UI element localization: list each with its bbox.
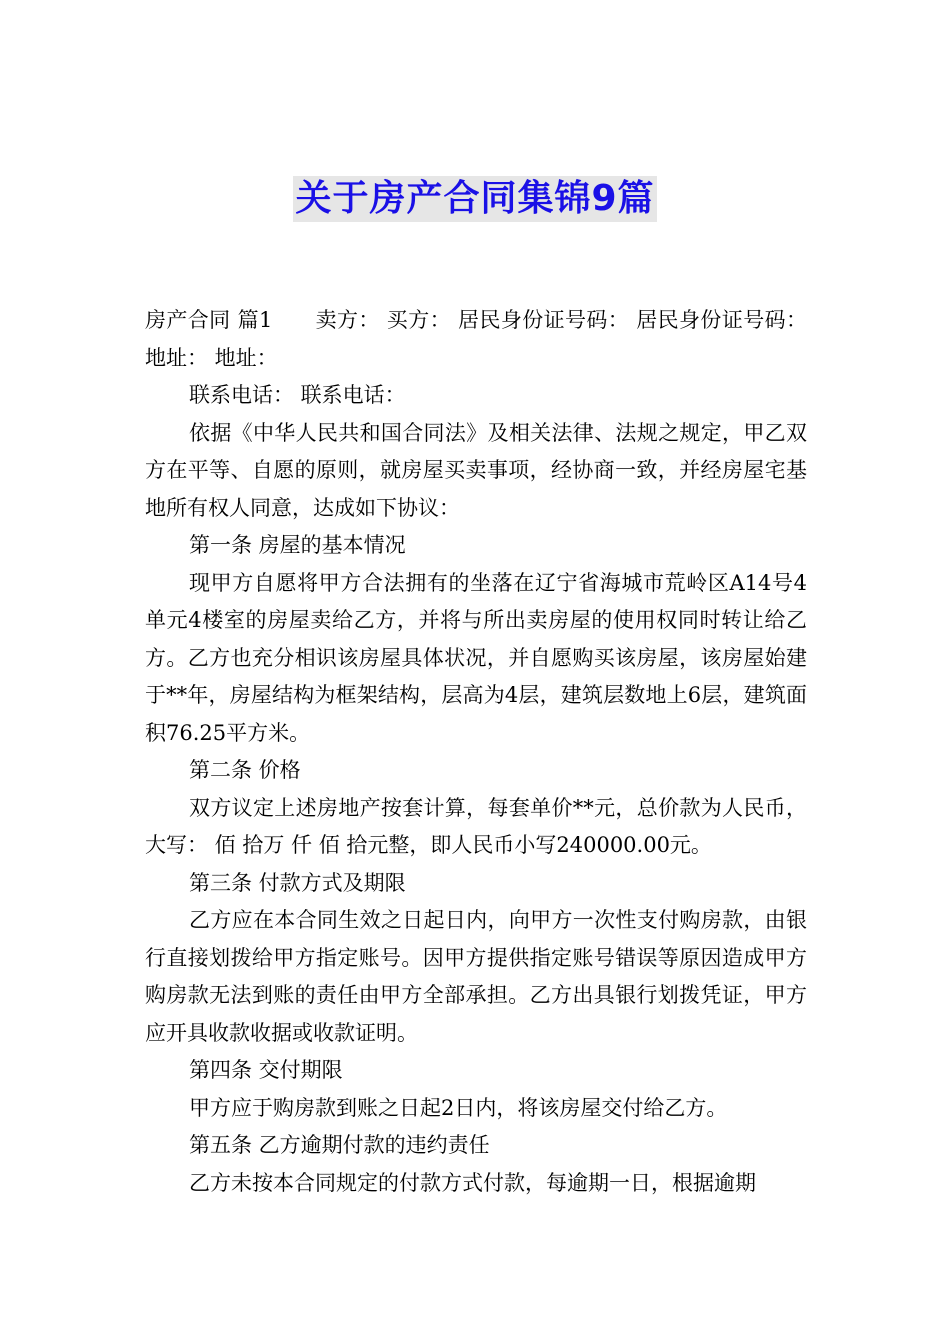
document-body — [145, 302, 807, 1202]
paragraph-parties: 房产合同 篇1 卖方： 买方： 居民身份证号码： 居民身份证号码： 地址： 地址： — [145, 308, 807, 370]
paragraph-article-1: 现甲方自愿将甲方合法拥有的坐落在辽宁省海城市荒岭区A14号4单元4楼室的房屋卖给乙方，并将与所出卖房屋的使用权同时转让给乙方。乙方也充分相识该房屋具体状况，并自愿购买该房屋，该房屋始建于**年，房屋结构为框架结构，层高为4层，建筑层数地上6层，建筑面积76.25平方米。 — [145, 570, 807, 745]
paragraph-article-2: 双方议定上述房地产按套计算，每套单价**元，总价款为人民币，大写： 佰 拾万 仟 佰 拾元整，即人民币小写240000.00元。 — [145, 795, 807, 857]
title-container — [0, 176, 950, 222]
paragraph-article-3: 乙方应在本合同生效之日起日内，向甲方一次性支付购房款，由银行直接划拨给甲方指定账号。因甲方提供指定账号错误等原因造成甲方购房款无法到账的责任由甲方全部承担。乙方出具银行划拨凭证，甲方应开具收款收据或收款证明。 — [145, 908, 807, 1045]
paragraph-article-5: 乙方未按本合同规定的付款方式付款，每逾期一日，根据逾期 — [189, 1170, 756, 1195]
heading-article-5: 第五条 乙方逾期付款的违约责任 — [189, 1133, 490, 1157]
heading-article-3: 第三条 付款方式及期限 — [189, 870, 406, 895]
heading-article-4: 第四条 交付期限 — [189, 1058, 343, 1082]
paragraph-basis: 依据《中华人民共和国合同法》及相关法律、法规之规定，甲乙双方在平等、自愿的原则，就房屋买卖事项，经协商一致，并经房屋宅基地所有权人同意，达成如下协议： — [145, 420, 807, 520]
heading-article-1: 第一条 房屋的基本情况 — [189, 533, 406, 557]
heading-article-2: 第二条 价格 — [189, 758, 301, 782]
paragraph-contact: 联系电话： 联系电话： — [189, 383, 406, 407]
paragraph-article-4: 甲方应于购房款到账之日起2日内，将该房屋交付给乙方。 — [189, 1095, 728, 1120]
document-title: 关于房产合同集锦9篇 — [293, 176, 656, 222]
